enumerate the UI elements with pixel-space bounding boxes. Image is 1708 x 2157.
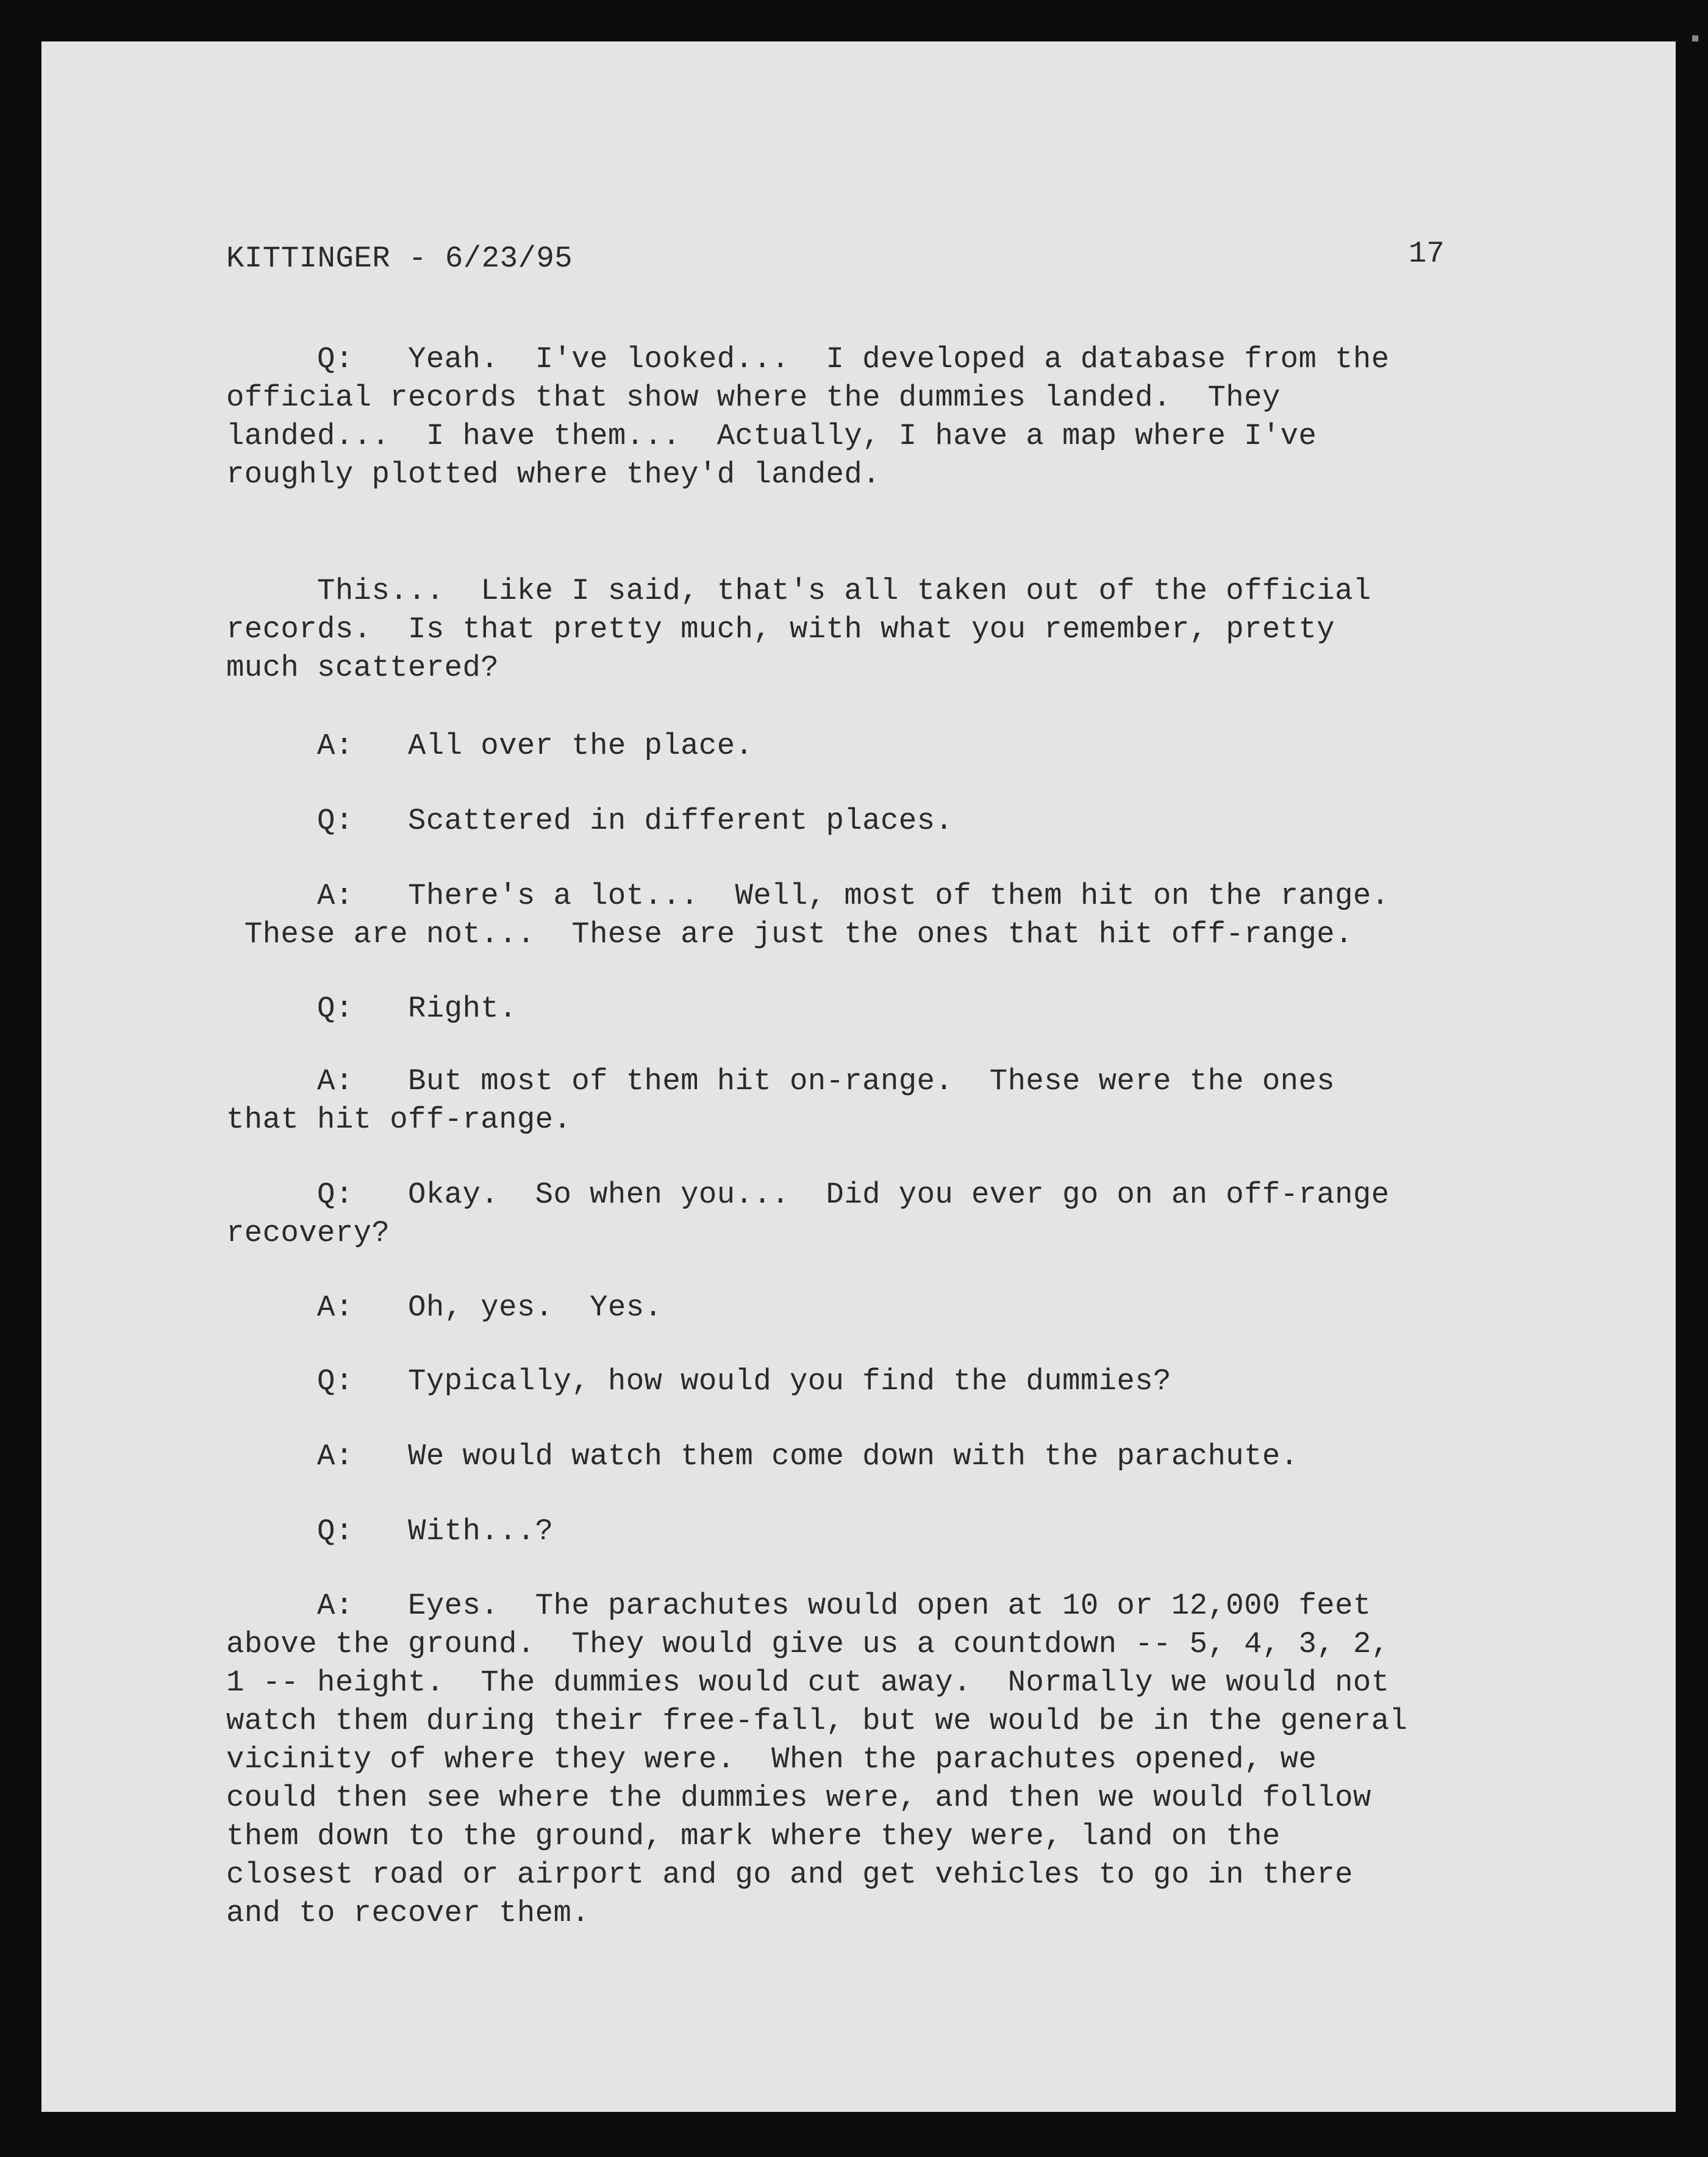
running-header: KITTINGER - 6/23/95 xyxy=(226,241,573,276)
paragraph-a-yes: A: Oh, yes. Yes. xyxy=(226,1290,663,1325)
paragraph-q-find-dummies: Q: Typically, how would you find the dummies? xyxy=(226,1364,1171,1398)
paragraph-q-with: Q: With...? xyxy=(226,1514,554,1548)
paragraph-a-eyes: A: Eyes. The parachutes would open at 10 or 12,000 feet above the ground. They would give us a countdown -- 5, 4, 3, 2, 1 -- height. The dummies would cut away. Normally we would not watch them during their free-fall, but we would be in the general vicinity of where they were. When the parachutes opened, we could then see where the dummies were, and then we would follow them down to the ground, mark where they were, land on the closest road or airport and go and get vehicles to go in there and to recover them. xyxy=(226,1589,1408,1930)
paragraph-a-parachute: A: We would watch them come down with the parachute. xyxy=(226,1439,1299,1473)
document-page xyxy=(41,41,1676,2112)
page-number: 17 xyxy=(1409,237,1445,271)
paragraph-a-all-over: A: All over the place. xyxy=(226,729,754,763)
corner-mark xyxy=(1692,35,1698,41)
paragraph-q-scattered: Q: Scattered in different places. xyxy=(226,804,954,838)
paragraph-a-off-range: A: But most of them hit on-range. These were the ones that hit off-range. xyxy=(226,1064,1335,1137)
paragraph-official-records: This... Like I said, that's all taken out of the official records. Is that pretty much, with what you remember, pretty much scattered? xyxy=(226,574,1371,685)
page-content xyxy=(41,41,1676,2112)
paragraph-a-on-range: A: There's a lot... Well, most of them hit on the range. These are not... These are just the ones that hit off-range. xyxy=(244,879,1390,951)
paragraph-q-right: Q: Right. xyxy=(226,992,517,1026)
paragraph-q-database: Q: Yeah. I've looked... I developed a database from the official records that show where the dummies landed. They landed... I have them... Actually, I have a map where I've roughly plotted where they'd landed. xyxy=(226,342,1390,492)
paragraph-q-recovery: Q: Okay. So when you... Did you ever go on an off-range recovery? xyxy=(226,1178,1390,1250)
